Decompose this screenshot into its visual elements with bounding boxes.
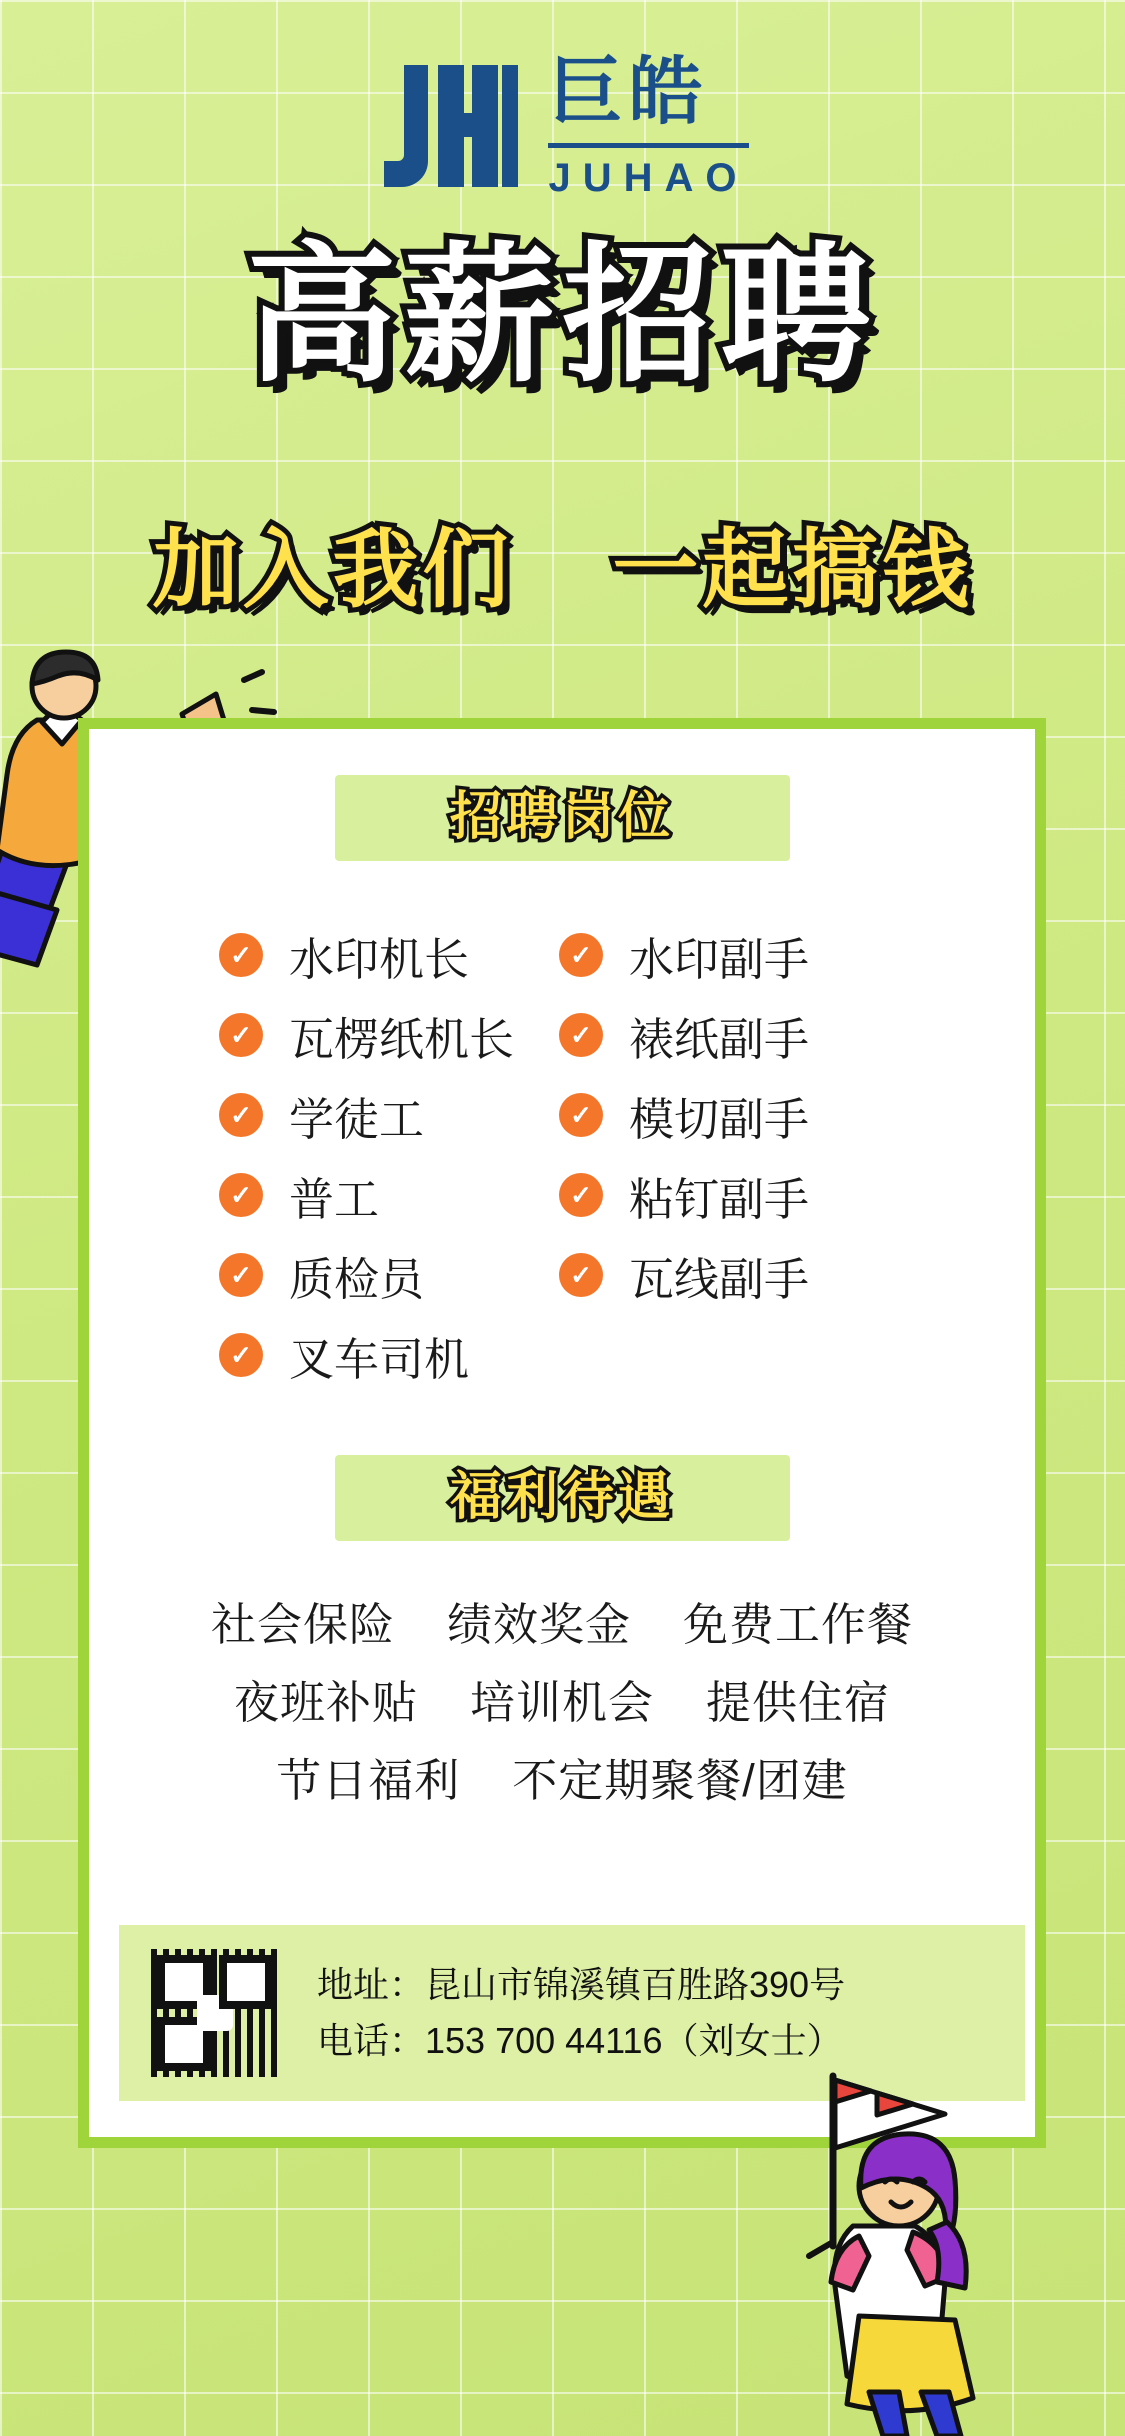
job-label: 学徒工	[289, 1093, 425, 1145]
job-item	[219, 1315, 549, 1395]
job-item	[559, 1075, 889, 1155]
contact-details	[317, 1957, 845, 2069]
benefit-item: 免费工作餐	[683, 1598, 914, 1650]
benefits-title: 福利待遇	[449, 1468, 674, 1526]
qr-code[interactable]	[147, 1945, 283, 2081]
job-label: 模切副手	[629, 1093, 810, 1145]
job-item	[219, 1155, 549, 1235]
job-label: 粘钉副手	[629, 1173, 810, 1225]
job-item	[559, 915, 889, 995]
check-icon: ✓	[219, 1093, 263, 1137]
check-icon: ✓	[559, 1253, 603, 1297]
job-label: 叉车司机	[289, 1333, 470, 1385]
benefit-item: 节日福利	[276, 1754, 461, 1806]
job-label: 裱纸副手	[629, 1013, 810, 1065]
jh-monogram-icon	[376, 57, 526, 197]
job-item	[219, 1235, 549, 1315]
check-icon: ✓	[219, 1013, 263, 1057]
check-icon: ✓	[219, 933, 263, 977]
subheadline	[0, 500, 1125, 624]
jobs-list	[89, 915, 1035, 1395]
content-card	[78, 718, 1046, 2148]
headline: 高薪招聘	[246, 231, 879, 399]
benefits-list	[89, 1581, 1035, 1815]
check-icon: ✓	[559, 1013, 603, 1057]
check-icon: ✓	[219, 1173, 263, 1217]
benefits-title-banner	[335, 1455, 790, 1541]
job-item	[559, 995, 889, 1075]
benefit-row	[143, 1581, 981, 1659]
girl-with-flag-illustration	[773, 2066, 1103, 2436]
check-icon: ✓	[219, 1333, 263, 1377]
job-label: 瓦线副手	[629, 1253, 810, 1305]
benefit-item: 培训机会	[469, 1676, 654, 1728]
check-icon: ✓	[219, 1253, 263, 1297]
qr-center-logo-icon	[197, 1995, 233, 2031]
company-logo	[0, 50, 1125, 200]
jobs-title-banner	[335, 775, 790, 861]
job-label: 水印副手	[629, 933, 810, 985]
company-name-cn: 巨皓	[548, 50, 709, 133]
company-name-en: JUHAO	[548, 143, 748, 198]
job-item	[559, 1235, 889, 1315]
check-icon: ✓	[559, 933, 603, 977]
check-icon: ✓	[559, 1093, 603, 1137]
benefit-row	[143, 1737, 981, 1815]
benefit-item: 社会保险	[210, 1598, 395, 1650]
benefit-item: 夜班补贴	[233, 1676, 418, 1728]
subheadline-right: 一起搞钱	[612, 522, 973, 618]
job-label: 瓦楞纸机长	[289, 1013, 515, 1065]
job-label: 质检员	[289, 1253, 425, 1305]
jobs-title: 招聘岗位	[449, 788, 674, 846]
benefit-item: 提供住宿	[706, 1676, 891, 1728]
check-icon: ✓	[559, 1173, 603, 1217]
logo-wordmark	[548, 50, 749, 200]
benefit-item: 绩效奖金	[446, 1598, 631, 1650]
phone-line: 电话：153 700 44116（刘女士）	[317, 2020, 843, 2061]
address-line: 地址：昆山市锦溪镇百胜路390号	[317, 1964, 846, 2006]
job-label: 水印机长	[289, 933, 470, 985]
subheadline-left: 加入我们	[152, 522, 513, 618]
benefit-row	[143, 1659, 981, 1737]
job-item	[219, 995, 549, 1075]
job-item	[559, 1155, 889, 1235]
job-item	[219, 1075, 549, 1155]
job-item	[219, 915, 549, 995]
benefit-item: 不定期聚餐/团建	[512, 1754, 848, 1806]
job-label: 普工	[289, 1173, 380, 1225]
